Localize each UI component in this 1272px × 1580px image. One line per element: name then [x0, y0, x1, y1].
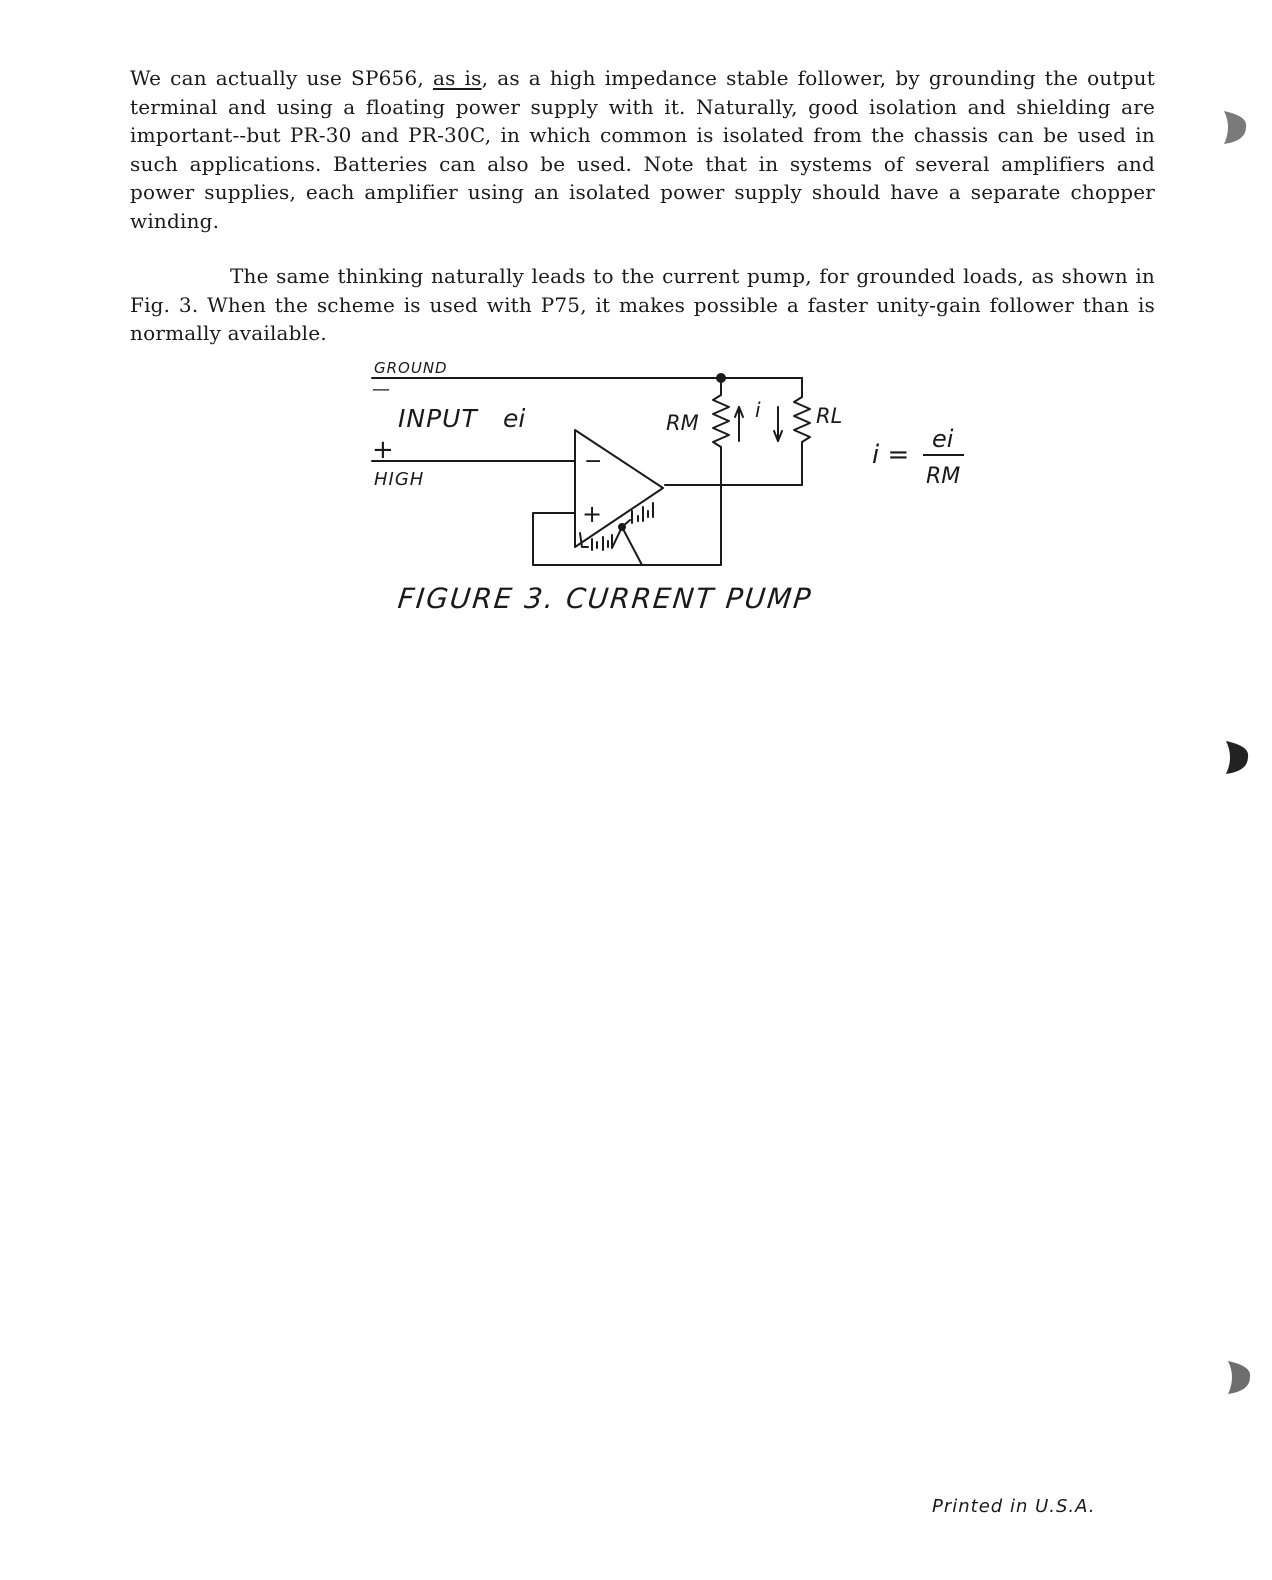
high-label: HIGH [374, 469, 425, 490]
paragraph-1 [130, 64, 1155, 235]
paragraph-1-rest: , as a high impedance stable follower, by grounding the output terminal and using a floating power supply with it. Naturally, good isolation and shielding are important--but PR-30 and PR-30C, in which common is isolated from the chassis can be used in such applications. Batteries can also be used. Note that in systems of several amplifiers and power supplies, each amplifier using an isolated power supply should have a separate chopper winding. [130, 66, 1155, 233]
minus-sign: — [372, 379, 390, 400]
plus-sign: + [372, 435, 394, 465]
rl-resistor [794, 383, 810, 485]
battery-right [622, 503, 653, 527]
punch-hole-bottom [1222, 1358, 1254, 1396]
paragraph-1-start: We can actually use SP656, [130, 66, 433, 90]
current-pump-schematic [360, 355, 1000, 570]
paragraph-1-underlined: as is [432, 66, 482, 90]
op-amp-plus: + [582, 500, 603, 528]
rm-resistor [713, 378, 729, 485]
feedback-wire [533, 485, 721, 565]
input-symbol: ei [503, 404, 526, 433]
battery-junction-dot [619, 524, 625, 530]
input-label: INPUT [398, 404, 478, 433]
current-label: i [755, 398, 761, 422]
rm-label: RM [666, 411, 699, 435]
equation-numerator: ei [932, 425, 954, 453]
printed-footer: Printed in U.S.A. [932, 1496, 1096, 1517]
rl-label: RL [816, 404, 843, 428]
op-amp-minus: − [584, 449, 603, 474]
battery-common-wire [622, 527, 642, 565]
punch-hole-top [1218, 108, 1250, 146]
ground-label: GROUND [374, 359, 448, 377]
figure-caption: FIGURE 3. CURRENT PUMP [396, 582, 814, 615]
equation-denominator: RM [926, 464, 961, 489]
equation-lhs: i = [872, 440, 910, 470]
paragraph-2: The same thinking naturally leads to the current pump, for grounded loads, as shown in Fig. 3. When the scheme is used with P75, it makes possible a faster unity-gain follower than is normally available. [130, 264, 1155, 345]
punch-hole-middle [1220, 738, 1252, 776]
